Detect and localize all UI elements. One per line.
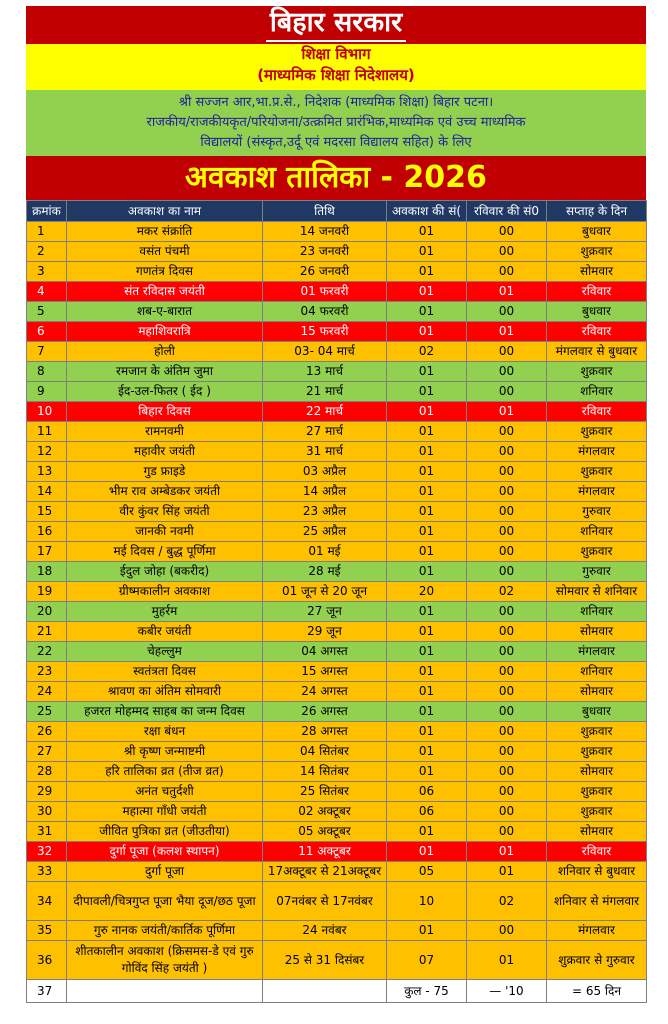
date-cell: 13 मार्च	[263, 362, 387, 382]
weekday-cell: शुक्रवार	[547, 802, 647, 822]
sunday-count-cell: 00	[467, 822, 547, 842]
serial-cell: 23	[27, 662, 67, 682]
holiday-name-cell: रक्षा बंधन	[67, 722, 263, 742]
serial-cell: 17	[27, 542, 67, 562]
date-cell: 02 अक्टूबर	[263, 802, 387, 822]
table-row	[27, 622, 647, 642]
sunday-count-cell: 02	[467, 582, 547, 602]
sunday-count-cell: 00	[467, 382, 547, 402]
sunday-count-cell: 00	[467, 442, 547, 462]
date-cell: 04 अगस्त	[263, 642, 387, 662]
sunday-count-cell: 00	[467, 602, 547, 622]
weekday-cell: मंगलवार	[547, 482, 647, 502]
weekday-cell: शनिवार	[547, 522, 647, 542]
date-cell: 25 अप्रैल	[263, 522, 387, 542]
sunday-count-cell: 00	[467, 742, 547, 762]
holiday-name-cell: रमजान के अंतिम जुमा	[67, 362, 263, 382]
sunday-count-cell: 00	[467, 222, 547, 242]
holiday-name-cell: चेहल्लुम	[67, 642, 263, 662]
table-row	[27, 442, 647, 462]
table-row	[27, 282, 647, 302]
directorate-name: (माध्यमिक शिक्षा निदेशालय)	[257, 66, 415, 84]
holiday-table	[26, 200, 647, 1003]
table-body	[27, 222, 647, 980]
serial-cell: 3	[27, 262, 67, 282]
leave-count-cell: 01	[387, 921, 467, 941]
table-row	[27, 702, 647, 722]
total-serial: 37	[27, 980, 67, 1003]
sunday-count-cell: 00	[467, 342, 547, 362]
weekday-cell: रविवार	[547, 282, 647, 302]
table-row	[27, 222, 647, 242]
table-row	[27, 642, 647, 662]
holiday-name-cell: दुर्गा पूजा	[67, 862, 263, 882]
table-row	[27, 242, 647, 262]
director-line: श्री सज्जन आर,भा.प्र.से., निदेशक (माध्यमिक शिक्षा) बिहार पटना।	[178, 95, 494, 110]
weekday-cell: शुक्रवार	[547, 422, 647, 442]
weekday-cell: रविवार	[547, 842, 647, 862]
weekday-cell: रविवार	[547, 402, 647, 422]
sunday-count-cell: 00	[467, 722, 547, 742]
serial-cell: 32	[27, 842, 67, 862]
table-row	[27, 882, 647, 921]
weekday-cell: बुधवार	[547, 702, 647, 722]
table-row	[27, 262, 647, 282]
sunday-count-cell: 01	[467, 282, 547, 302]
leave-count-cell: 10	[387, 882, 467, 921]
serial-cell: 15	[27, 502, 67, 522]
date-cell: 28 मई	[263, 562, 387, 582]
leave-count-cell: 01	[387, 622, 467, 642]
leave-count-cell: 01	[387, 462, 467, 482]
holiday-name-cell: हजरत मोहम्मद साहब का जन्म दिवस	[67, 702, 263, 722]
holiday-name-cell: मकर संक्रांति	[67, 222, 263, 242]
weekday-cell: मंगलवार	[547, 642, 647, 662]
serial-cell: 29	[27, 782, 67, 802]
holiday-name-cell: संत रविदास जयंती	[67, 282, 263, 302]
leave-count-cell: 01	[387, 302, 467, 322]
weekday-cell: शुक्रवार	[547, 242, 647, 262]
table-row	[27, 742, 647, 762]
holiday-name-cell: कबीर जयंती	[67, 622, 263, 642]
holiday-name-cell: शीतकालीन अवकाश (क्रिसमस-डे एवं गुरु गोविंद सिंह जयंती )	[67, 941, 263, 980]
leave-count-cell: 01	[387, 702, 467, 722]
serial-cell: 13	[27, 462, 67, 482]
weekday-cell: बुधवार	[547, 302, 647, 322]
holiday-name-cell: महात्मा गाँधी जयंती	[67, 802, 263, 822]
table-row	[27, 562, 647, 582]
sunday-count-cell: 00	[467, 542, 547, 562]
holiday-name-cell: श्री कृष्ण जन्माष्टमी	[67, 742, 263, 762]
leave-count-cell: 01	[387, 262, 467, 282]
sunday-count-cell: 00	[467, 502, 547, 522]
table-total-row	[27, 980, 647, 1003]
leave-count-cell: 06	[387, 802, 467, 822]
holiday-name-cell: भीम राव अम्बेडकर जयंती	[67, 482, 263, 502]
table-heading: अवकाश तालिका - 2026	[26, 156, 646, 200]
table-row	[27, 602, 647, 622]
date-cell: 15 अगस्त	[263, 662, 387, 682]
serial-cell: 7	[27, 342, 67, 362]
sunday-count-cell: 00	[467, 262, 547, 282]
weekday-cell: शुक्रवार	[547, 462, 647, 482]
table-row	[27, 722, 647, 742]
leave-count-cell: 06	[387, 782, 467, 802]
table-row	[27, 682, 647, 702]
weekday-cell: शुक्रवार	[547, 782, 647, 802]
holiday-name-cell: दीपावली/चित्रगुप्त पूजा भैया दूज/छठ पूजा	[67, 882, 263, 921]
date-cell: 04 फरवरी	[263, 302, 387, 322]
col-header-date: तिथि	[263, 201, 387, 222]
serial-cell: 22	[27, 642, 67, 662]
leave-count-cell: 01	[387, 362, 467, 382]
title-band	[26, 6, 646, 44]
leave-count-cell: 01	[387, 402, 467, 422]
total-sunday: — '10	[467, 980, 547, 1003]
col-header-sunday-count: रविवार की सं0	[467, 201, 547, 222]
table-row	[27, 422, 647, 442]
table-row	[27, 542, 647, 562]
holiday-name-cell: जानकी नवमी	[67, 522, 263, 542]
weekday-cell: सोमवार	[547, 262, 647, 282]
holiday-name-cell: मई दिवस / बुद्ध पूर्णिमा	[67, 542, 263, 562]
leave-count-cell: 01	[387, 322, 467, 342]
serial-cell: 21	[27, 622, 67, 642]
weekday-cell: सोमवार	[547, 682, 647, 702]
holiday-name-cell: मुहर्रम	[67, 602, 263, 622]
sunday-count-cell: 01	[467, 842, 547, 862]
leave-count-cell: 01	[387, 602, 467, 622]
table-row	[27, 482, 647, 502]
weekday-cell: सोमवार	[547, 622, 647, 642]
leave-count-cell: 01	[387, 722, 467, 742]
date-cell: 15 फरवरी	[263, 322, 387, 342]
serial-cell: 9	[27, 382, 67, 402]
weekday-cell: मंगलवार	[547, 442, 647, 462]
leave-count-cell: 01	[387, 842, 467, 862]
table-row	[27, 762, 647, 782]
schools-line-2: विद्यालयों (संस्कृत,उर्दू एवं मदरसा विद्यालय सहित) के लिए	[200, 135, 472, 150]
date-cell: 28 अगस्त	[263, 722, 387, 742]
serial-cell: 4	[27, 282, 67, 302]
total-name	[67, 980, 263, 1003]
table-row	[27, 662, 647, 682]
total-leave: कुल - 75	[387, 980, 467, 1003]
serial-cell: 10	[27, 402, 67, 422]
date-cell: 14 सितंबर	[263, 762, 387, 782]
weekday-cell: सोमवार	[547, 822, 647, 842]
leave-count-cell: 01	[387, 482, 467, 502]
table-header-row	[27, 201, 647, 222]
date-cell: 29 जून	[263, 622, 387, 642]
holiday-name-cell: गुड फ्राइडे	[67, 462, 263, 482]
leave-count-cell: 01	[387, 422, 467, 442]
holiday-name-cell: रामनवमी	[67, 422, 263, 442]
holiday-name-cell: दुर्गा पूजा (कलश स्थापन)	[67, 842, 263, 862]
col-header-weekday: सप्ताह के दिन	[547, 201, 647, 222]
table-row	[27, 382, 647, 402]
date-cell: 24 अगस्त	[263, 682, 387, 702]
holiday-name-cell: ग्रीष्मकालीन अवकाश	[67, 582, 263, 602]
table-row	[27, 582, 647, 602]
serial-cell: 26	[27, 722, 67, 742]
serial-cell: 25	[27, 702, 67, 722]
date-cell: 14 अप्रैल	[263, 482, 387, 502]
weekday-cell: शनिवार से बुधवार	[547, 862, 647, 882]
holiday-name-cell: अनंत चतुर्दशी	[67, 782, 263, 802]
leave-count-cell: 01	[387, 542, 467, 562]
date-cell: 01 फरवरी	[263, 282, 387, 302]
col-header-leave-count: अवकाश की सं(	[387, 201, 467, 222]
leave-count-cell: 05	[387, 862, 467, 882]
leave-count-cell: 01	[387, 522, 467, 542]
leave-count-cell: 01	[387, 642, 467, 662]
holiday-name-cell: स्वतंत्रता दिवस	[67, 662, 263, 682]
sunday-count-cell: 01	[467, 402, 547, 422]
serial-cell: 20	[27, 602, 67, 622]
sunday-count-cell: 01	[467, 322, 547, 342]
sunday-count-cell: 00	[467, 762, 547, 782]
leave-count-cell: 20	[387, 582, 467, 602]
weekday-cell: मंगलवार से बुधवार	[547, 342, 647, 362]
date-cell: 26 अगस्त	[263, 702, 387, 722]
holiday-name-cell: वसंत पंचमी	[67, 242, 263, 262]
holiday-name-cell: शब-ए-बारात	[67, 302, 263, 322]
holiday-name-cell: गुरु नानक जयंती/कार्तिक पूर्णिमा	[67, 921, 263, 941]
sunday-count-cell: 00	[467, 302, 547, 322]
leave-count-cell: 01	[387, 282, 467, 302]
table-row	[27, 302, 647, 322]
weekday-cell: शुक्रवार	[547, 542, 647, 562]
table-row	[27, 522, 647, 542]
date-cell: 17अक्टूबर से 21अक्टूबर	[263, 862, 387, 882]
date-cell: 01 मई	[263, 542, 387, 562]
table-row	[27, 322, 647, 342]
holiday-name-cell: महावीर जयंती	[67, 442, 263, 462]
serial-cell: 1	[27, 222, 67, 242]
date-cell: 23 जनवरी	[263, 242, 387, 262]
table-row	[27, 362, 647, 382]
sunday-count-cell: 00	[467, 642, 547, 662]
weekday-cell: रविवार	[547, 322, 647, 342]
weekday-cell: शनिवार से मंगलवार	[547, 882, 647, 921]
leave-count-cell: 01	[387, 502, 467, 522]
serial-cell: 35	[27, 921, 67, 941]
weekday-cell: शुक्रवार	[547, 362, 647, 382]
weekday-cell: बुधवार	[547, 222, 647, 242]
holiday-name-cell: ईदुल जोहा (बकरीद)	[67, 562, 263, 582]
sunday-count-cell: 02	[467, 882, 547, 921]
sunday-count-cell: 00	[467, 522, 547, 542]
date-cell: 27 मार्च	[263, 422, 387, 442]
holiday-name-cell: वीर कुंवर सिंह जयंती	[67, 502, 263, 522]
date-cell: 11 अक्टूबर	[263, 842, 387, 862]
serial-cell: 19	[27, 582, 67, 602]
serial-cell: 12	[27, 442, 67, 462]
serial-cell: 11	[27, 422, 67, 442]
holiday-name-cell: महाशिवरात्रि	[67, 322, 263, 342]
table-row	[27, 802, 647, 822]
serial-cell: 30	[27, 802, 67, 822]
date-cell: 04 सितंबर	[263, 742, 387, 762]
leave-count-cell: 01	[387, 242, 467, 262]
table-row	[27, 822, 647, 842]
sunday-count-cell: 00	[467, 482, 547, 502]
date-cell: 25 से 31 दिसंबर	[263, 941, 387, 980]
serial-cell: 5	[27, 302, 67, 322]
leave-count-cell: 02	[387, 342, 467, 362]
weekday-cell: शुक्रवार से गुरुवार	[547, 941, 647, 980]
sunday-count-cell: 00	[467, 702, 547, 722]
serial-cell: 24	[27, 682, 67, 702]
weekday-cell: शनिवार	[547, 382, 647, 402]
sunday-count-cell: 00	[467, 462, 547, 482]
sunday-count-cell: 00	[467, 422, 547, 442]
sunday-count-cell: 00	[467, 622, 547, 642]
sunday-count-cell: 00	[467, 682, 547, 702]
date-cell: 14 जनवरी	[263, 222, 387, 242]
table-row	[27, 941, 647, 980]
col-header-serial: क्रमांक	[27, 201, 67, 222]
sunday-count-cell: 00	[467, 242, 547, 262]
leave-count-cell: 01	[387, 562, 467, 582]
weekday-cell: शुक्रवार	[547, 742, 647, 762]
sunday-count-cell: 01	[467, 941, 547, 980]
table-row	[27, 842, 647, 862]
date-cell: 03 अप्रैल	[263, 462, 387, 482]
date-cell: 26 जनवरी	[263, 262, 387, 282]
col-header-name: अवकाश का नाम	[67, 201, 263, 222]
weekday-cell: गुरुवार	[547, 562, 647, 582]
holiday-name-cell: श्रावण का अंतिम सोमवारी	[67, 682, 263, 702]
leave-count-cell: 01	[387, 682, 467, 702]
date-cell: 25 सितंबर	[263, 782, 387, 802]
serial-cell: 16	[27, 522, 67, 542]
leave-count-cell: 01	[387, 222, 467, 242]
weekday-cell: शनिवार	[547, 602, 647, 622]
holiday-name-cell: होली	[67, 342, 263, 362]
date-cell: 23 अप्रैल	[263, 502, 387, 522]
sunday-count-cell: 00	[467, 802, 547, 822]
serial-cell: 2	[27, 242, 67, 262]
leave-count-cell: 01	[387, 742, 467, 762]
holiday-name-cell: गणतंत्र दिवस	[67, 262, 263, 282]
serial-cell: 34	[27, 882, 67, 921]
leave-count-cell: 01	[387, 382, 467, 402]
leave-count-cell: 07	[387, 941, 467, 980]
total-days: = 65 दिन	[547, 980, 647, 1003]
date-cell: 31 मार्च	[263, 442, 387, 462]
department-name: शिक्षा विभाग	[301, 45, 371, 63]
department-band	[26, 44, 646, 90]
holiday-name-cell: हरि तालिका व्रत (तीज व्रत)	[67, 762, 263, 782]
serial-cell: 28	[27, 762, 67, 782]
page-title: बिहार सरकार	[266, 6, 406, 42]
weekday-cell: गुरुवार	[547, 502, 647, 522]
serial-cell: 6	[27, 322, 67, 342]
serial-cell: 8	[27, 362, 67, 382]
leave-count-cell: 01	[387, 662, 467, 682]
sunday-count-cell: 00	[467, 921, 547, 941]
leave-count-cell: 01	[387, 442, 467, 462]
serial-cell: 27	[27, 742, 67, 762]
table-row	[27, 342, 647, 362]
holiday-name-cell: बिहार दिवस	[67, 402, 263, 422]
table-row	[27, 782, 647, 802]
leave-count-cell: 01	[387, 822, 467, 842]
weekday-cell: मंगलवार	[547, 921, 647, 941]
date-cell: 22 मार्च	[263, 402, 387, 422]
sunday-count-cell: 00	[467, 782, 547, 802]
description-band	[26, 90, 646, 156]
date-cell: 27 जून	[263, 602, 387, 622]
serial-cell: 33	[27, 862, 67, 882]
date-cell: 03- 04 मार्च	[263, 342, 387, 362]
holiday-name-cell: जीवित पुत्रिका व्रत (जीउतीया)	[67, 822, 263, 842]
serial-cell: 36	[27, 941, 67, 980]
sunday-count-cell: 00	[467, 662, 547, 682]
serial-cell: 14	[27, 482, 67, 502]
date-cell: 21 मार्च	[263, 382, 387, 402]
leave-count-cell: 01	[387, 762, 467, 782]
sunday-count-cell: 00	[467, 362, 547, 382]
total-date	[263, 980, 387, 1003]
table-row	[27, 862, 647, 882]
weekday-cell: सोमवार	[547, 762, 647, 782]
sunday-count-cell: 00	[467, 562, 547, 582]
serial-cell: 18	[27, 562, 67, 582]
table-row	[27, 502, 647, 522]
date-cell: 24 नवंबर	[263, 921, 387, 941]
weekday-cell: शुक्रवार	[547, 722, 647, 742]
sunday-count-cell: 01	[467, 862, 547, 882]
table-row	[27, 462, 647, 482]
table-row	[27, 402, 647, 422]
table-row	[27, 921, 647, 941]
weekday-cell: सोमवार से शनिवार	[547, 582, 647, 602]
holiday-name-cell: ईद-उल-फितर ( ईद )	[67, 382, 263, 402]
date-cell: 01 जून से 20 जून	[263, 582, 387, 602]
date-cell: 07नवंबर से 17नवंबर	[263, 882, 387, 921]
schools-line: राजकीय/राजकीयकृत/परियोजना/उत्क्रमित प्रारंभिक,माध्यमिक एवं उच्च माध्यमिक	[146, 115, 526, 130]
serial-cell: 31	[27, 822, 67, 842]
date-cell: 05 अक्टूबर	[263, 822, 387, 842]
weekday-cell: शनिवार	[547, 662, 647, 682]
